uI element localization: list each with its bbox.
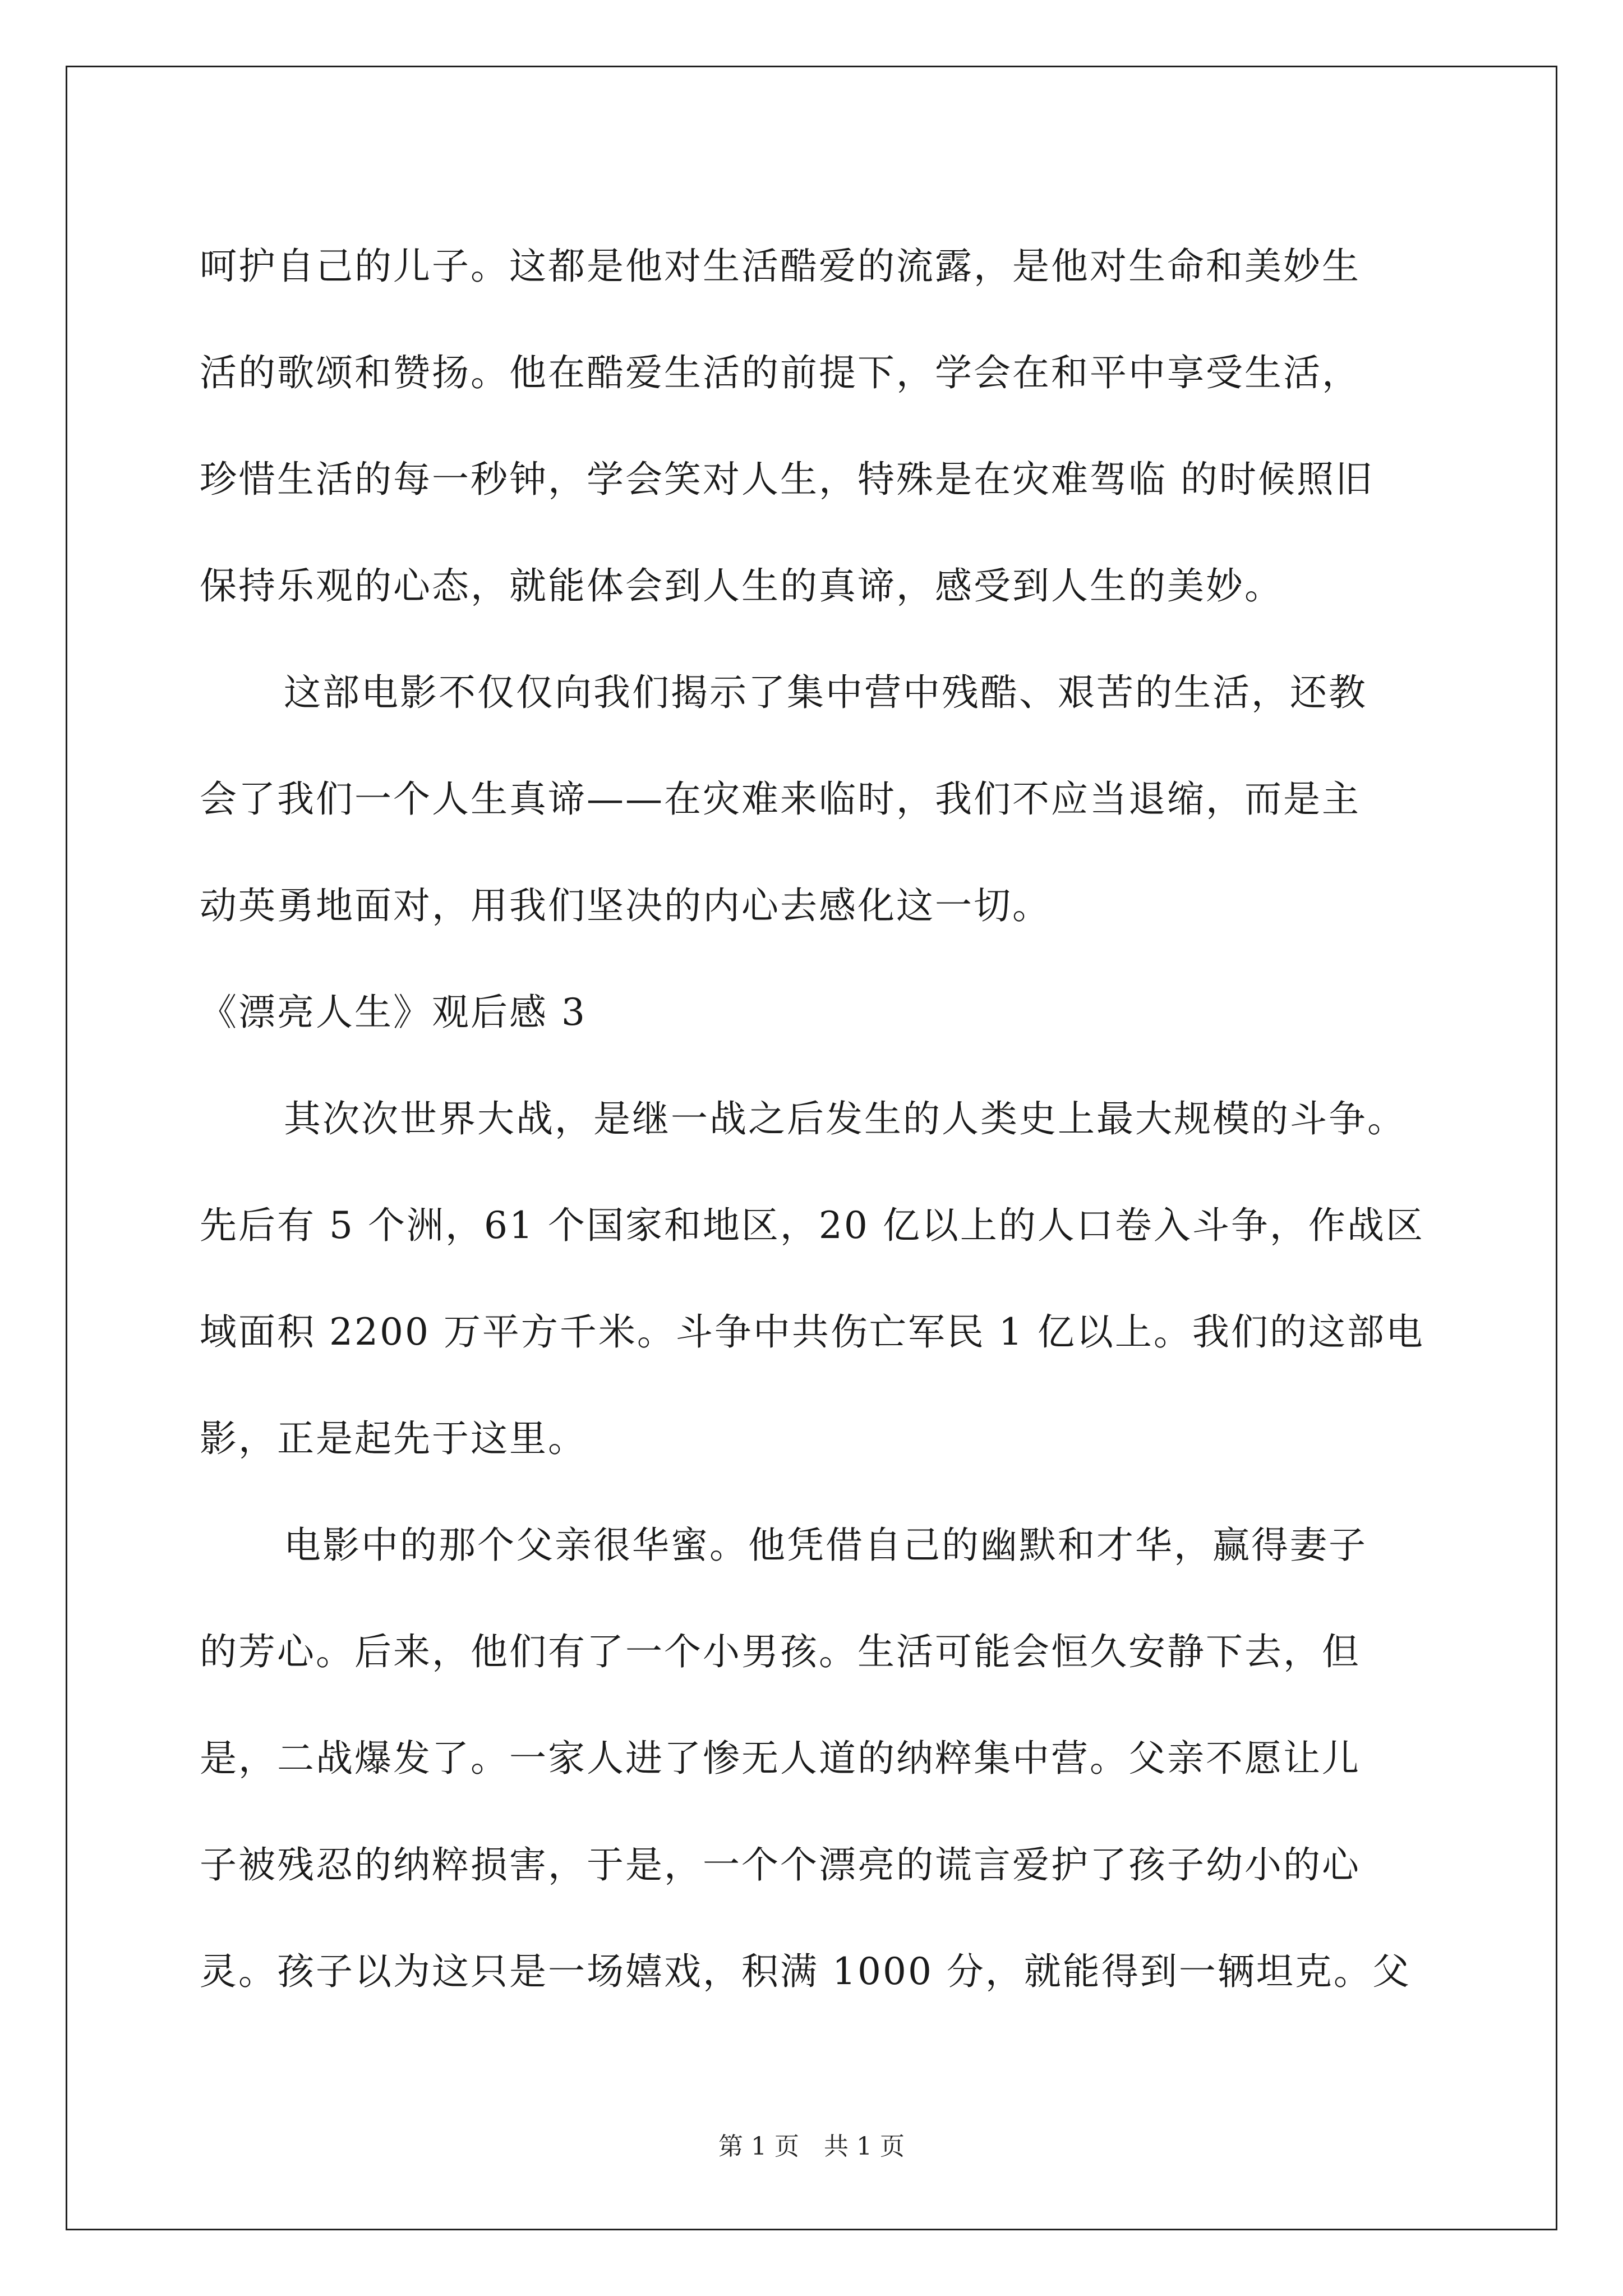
text-line: 域面积 2200 万平方千米。斗争中共伤亡军民 1 亿以上。我们的这部电 [200, 1310, 1424, 1354]
text-line: 影，正是起先于这里。 [200, 1417, 587, 1460]
text-line: 这部电影不仅仅向我们揭示了集中营中残酷、艰苦的生活，还教 [284, 671, 1367, 714]
text-line: 先后有 5 个洲，61 个国家和地区，20 亿以上的人口卷入斗争，作战区 [200, 1204, 1424, 1247]
text-line: 保持乐观的心态，就能体会到人生的真谛，感受到人生的美妙。 [200, 564, 1283, 608]
section-heading: 《漂亮人生》观后感 3 [200, 991, 587, 1034]
text-line: 是，二战爆发了。一家人进了惨无人道的纳粹集中营。父亲不愿让儿 [200, 1737, 1361, 1780]
page-number-footer: 第 1 页 共 1 页 [718, 2132, 905, 2161]
text-line: 动英勇地面对，用我们坚决的内心去感化这一切。 [200, 884, 1051, 927]
text-line: 的芳心。后来，他们有了一个小男孩。生活可能会恒久安静下去，但 [200, 1630, 1361, 1673]
document-body [200, 213, 1433, 2025]
text-line: 会了我们一个人生真谛——在灾难来临时，我们不应当退缩，而是主 [200, 777, 1361, 821]
text-line: 珍惜生活的每一秒钟，学会笑对人生，特殊是在灾难驾临 的时候照旧 [200, 458, 1374, 501]
text-line: 其次次世界大战，是继一战之后发生的人类史上最大规模的斗争。 [284, 1097, 1406, 1140]
text-line: 呵护自己的儿子。这都是他对生活酷爱的流露，是他对生命和美妙生 [200, 245, 1361, 288]
text-line: 活的歌颂和赞扬。他在酷爱生活的前提下，学会在和平中享受生活， [200, 351, 1361, 394]
text-line: 电影中的那个父亲很华蜜。他凭借自己的幽默和才华，赢得妻子 [284, 1524, 1367, 1567]
text-line: 子被残忍的纳粹损害，于是，一个个漂亮的谎言爱护了孩子幼小的心 [200, 1843, 1361, 1887]
text-line: 灵。孩子以为这只是一场嬉戏，积满 1000 分，就能得到一辆坦克。父 [200, 1950, 1411, 1993]
